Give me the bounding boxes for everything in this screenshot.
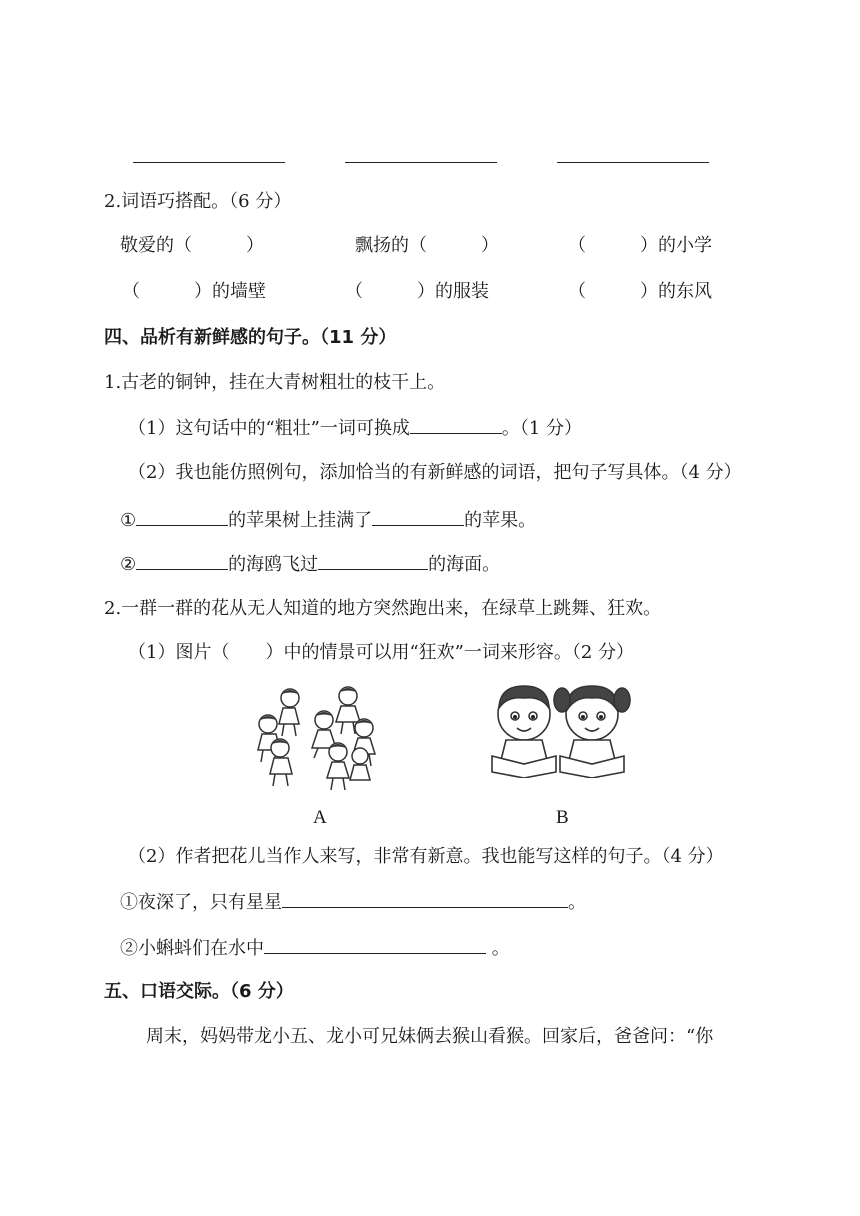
s4-item2-line2-blank[interactable] bbox=[264, 935, 486, 954]
s4-item1-sentence: 1.古老的铜钟，挂在大青树粗壮的枝干上。 bbox=[104, 372, 446, 393]
picture-b-children-reading[interactable] bbox=[486, 680, 632, 778]
s4-item2-line2-pre: ②小蝌蚪们在水中 bbox=[120, 938, 264, 959]
section5-text: 周末，妈妈带龙小五、龙小可兄妹俩去猴山看猴。回家后，爸爸问：“你 bbox=[146, 1026, 714, 1047]
s4-item2-sentence: 2.一群一群的花从无人知道的地方突然跑出来，在绿草上跳舞、狂欢。 bbox=[104, 598, 662, 619]
s4-item1-line1-c: 的苹果。 bbox=[464, 510, 537, 531]
picture-b-caption: B bbox=[556, 807, 569, 828]
s4-item1-line1-blank1[interactable] bbox=[136, 507, 228, 526]
answer-line-3[interactable] bbox=[557, 162, 709, 163]
q2-row2-item1[interactable]: （ ）的墙壁 bbox=[122, 281, 266, 302]
s4-item1-line2-blank1[interactable] bbox=[136, 551, 228, 570]
q2-row2-item3[interactable]: （ ）的东风 bbox=[568, 281, 712, 302]
s4-item1-line2-blank2[interactable] bbox=[318, 551, 428, 570]
child-figure-icon bbox=[350, 748, 370, 780]
child-figure-icon bbox=[270, 739, 292, 786]
picture-a-dancing-children[interactable] bbox=[252, 684, 382, 794]
child-figure-icon bbox=[327, 743, 349, 790]
s4-item1-sub2: （2）我也能仿照例句，添加恰当的有新鲜感的词语，把句子写具体。（4 分） bbox=[128, 462, 742, 483]
s4-item2-sub2: （2）作者把花儿当作人来写，非常有新意。我也能写这样的句子。（4 分） bbox=[128, 846, 724, 867]
s4-item2-sub1[interactable]: （1）图片（ ）中的情景可以用“狂欢”一词来形容。（2 分） bbox=[128, 642, 635, 663]
q2-row1-item3[interactable]: （ ）的小学 bbox=[568, 235, 712, 256]
q2-row1-item2[interactable]: 飘扬的（ ） bbox=[355, 235, 499, 256]
s4-item1-line1 bbox=[120, 507, 536, 533]
child-figure-icon bbox=[279, 689, 299, 736]
s4-item2-line1-pre: ①夜深了，只有星星 bbox=[120, 892, 282, 913]
s4-item1-line1-blank2[interactable] bbox=[372, 507, 464, 526]
s4-item1-sub1-blank[interactable] bbox=[410, 415, 502, 434]
s4-item1-line2-a: ② bbox=[120, 554, 137, 575]
q2-title: 2.词语巧搭配。（6 分） bbox=[104, 191, 292, 212]
s4-item1-sub1-pre: （1）这句话中的“粗壮”一词可换成 bbox=[128, 418, 410, 439]
s4-item1-line1-b: 的苹果树上挂满了 bbox=[228, 510, 373, 531]
s4-item1-line2 bbox=[120, 551, 500, 577]
answer-line-1[interactable] bbox=[133, 162, 285, 163]
answer-line-2[interactable] bbox=[345, 162, 497, 163]
boy-figure-icon bbox=[492, 686, 556, 778]
s4-item1-line1-a: ① bbox=[120, 510, 137, 531]
q2-row2-item2[interactable]: （ ）的服装 bbox=[345, 281, 489, 302]
s4-item1-sub1 bbox=[128, 415, 582, 441]
s4-item1-line2-c: 的海面。 bbox=[428, 554, 501, 575]
section4-heading: 四、品析有新鲜感的句子。（11 分） bbox=[104, 327, 397, 348]
s4-item1-line2-b: 的海鸥飞过 bbox=[228, 554, 319, 575]
s4-item2-line1 bbox=[120, 889, 586, 915]
section5-heading: 五、口语交际。（6 分） bbox=[104, 981, 294, 1002]
picture-a-caption: A bbox=[313, 807, 327, 828]
s4-item2-line1-post: 。 bbox=[568, 892, 586, 913]
s4-item2-line1-blank[interactable] bbox=[282, 889, 568, 908]
girl-figure-icon bbox=[554, 686, 630, 778]
q2-row1-item1[interactable]: 敬爱的（ ） bbox=[120, 235, 264, 256]
s4-item2-line2 bbox=[120, 935, 510, 961]
s4-item2-line2-post: 。 bbox=[486, 938, 510, 959]
s4-item1-sub1-post: 。（1 分） bbox=[501, 418, 583, 439]
